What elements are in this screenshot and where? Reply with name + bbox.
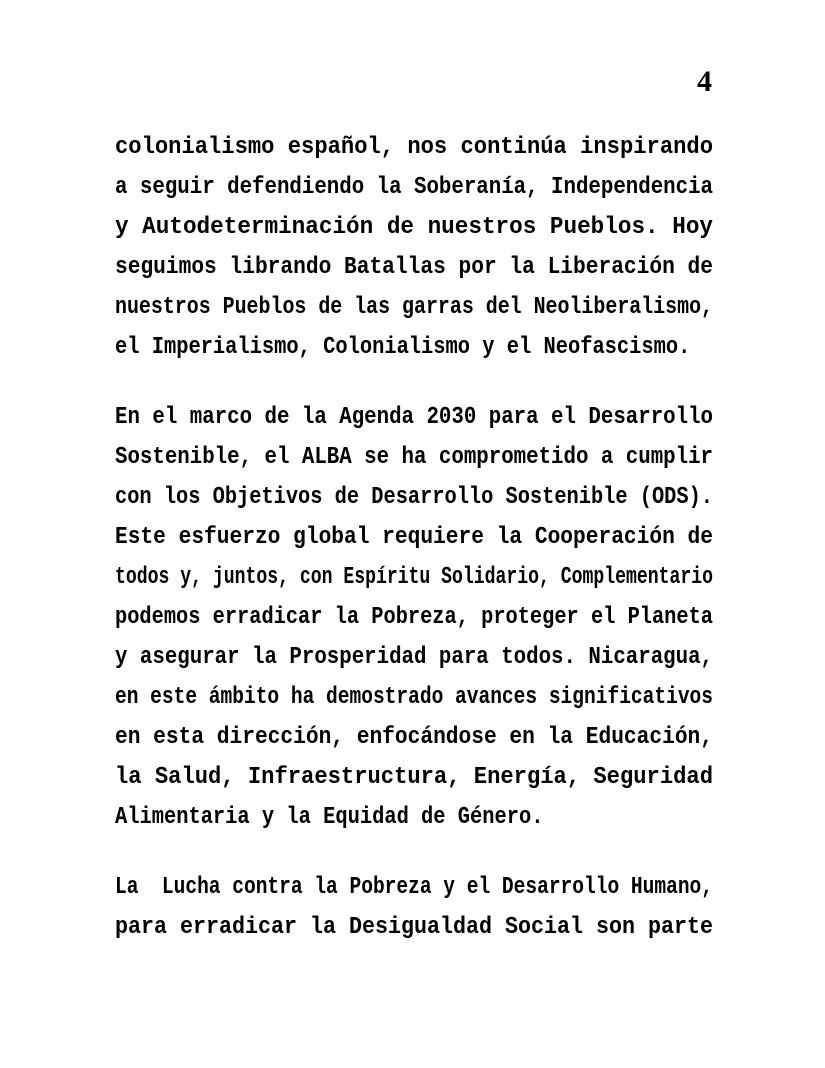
text-line xyxy=(115,128,713,168)
text-line xyxy=(115,558,713,598)
document-text-block xyxy=(115,128,713,978)
text-line-content: Sostenible, el ALBA se ha comprometido a cumplir xyxy=(115,444,713,471)
text-line-content: todos y, juntos, con Espíritu Solidario, Complementario xyxy=(115,564,713,591)
text-line-content: en esta dirección, enfocándose en la Educación, xyxy=(115,724,713,751)
text-line-content: podemos erradicar la Pobreza, proteger el Planeta xyxy=(115,604,713,631)
text-line xyxy=(115,718,713,758)
text-line-content: Este esfuerzo global requiere la Cooperación de xyxy=(115,524,713,551)
text-line xyxy=(115,328,713,368)
text-line-content: y Autodeterminación de nuestros Pueblos. Hoy xyxy=(115,214,713,241)
text-line-content: seguimos librando Batallas por la Liberación de xyxy=(115,254,713,281)
text-line-content: la Salud, Infraestructura, Energía, Seguridad xyxy=(115,764,713,791)
paragraph xyxy=(115,128,713,368)
text-line-content: Alimentaria y la Equidad de Género. xyxy=(115,804,544,831)
text-line xyxy=(115,598,713,638)
page-number: 4 xyxy=(697,65,712,98)
text-line-content: En el marco de la Agenda 2030 para el Desarrollo xyxy=(115,404,713,431)
text-line xyxy=(115,798,713,838)
text-line xyxy=(115,398,713,438)
text-line xyxy=(115,478,713,518)
text-line xyxy=(115,518,713,558)
paragraph xyxy=(115,398,713,838)
text-line-content: para erradicar la Desigualdad Social son parte xyxy=(115,914,713,941)
text-line xyxy=(115,908,713,948)
text-line xyxy=(115,248,713,288)
text-line-content: con los Objetivos de Desarrollo Sostenible (ODS). xyxy=(115,484,713,511)
text-line-content: nuestros Pueblos de las garras del Neoliberalismo, xyxy=(115,294,713,321)
text-line-content: La Lucha contra la Pobreza y el Desarrollo Humano, xyxy=(115,874,713,901)
text-line xyxy=(115,438,713,478)
text-line-content: colonialismo español, nos continúa inspirando xyxy=(115,134,713,161)
paragraph xyxy=(115,868,713,948)
text-line xyxy=(115,288,713,328)
text-line-content: en este ámbito ha demostrado avances significativos xyxy=(115,684,713,711)
text-line xyxy=(115,208,713,248)
text-line xyxy=(115,868,713,908)
text-line-content: y asegurar la Prosperidad para todos. Nicaragua, xyxy=(115,644,713,671)
text-line-content: a seguir defendiendo la Soberanía, Independencia xyxy=(115,174,713,201)
text-line-content: el Imperialismo, Colonialismo y el Neofascismo. xyxy=(115,334,691,361)
text-line xyxy=(115,638,713,678)
text-line xyxy=(115,758,713,798)
text-line xyxy=(115,678,713,718)
text-line xyxy=(115,168,713,208)
